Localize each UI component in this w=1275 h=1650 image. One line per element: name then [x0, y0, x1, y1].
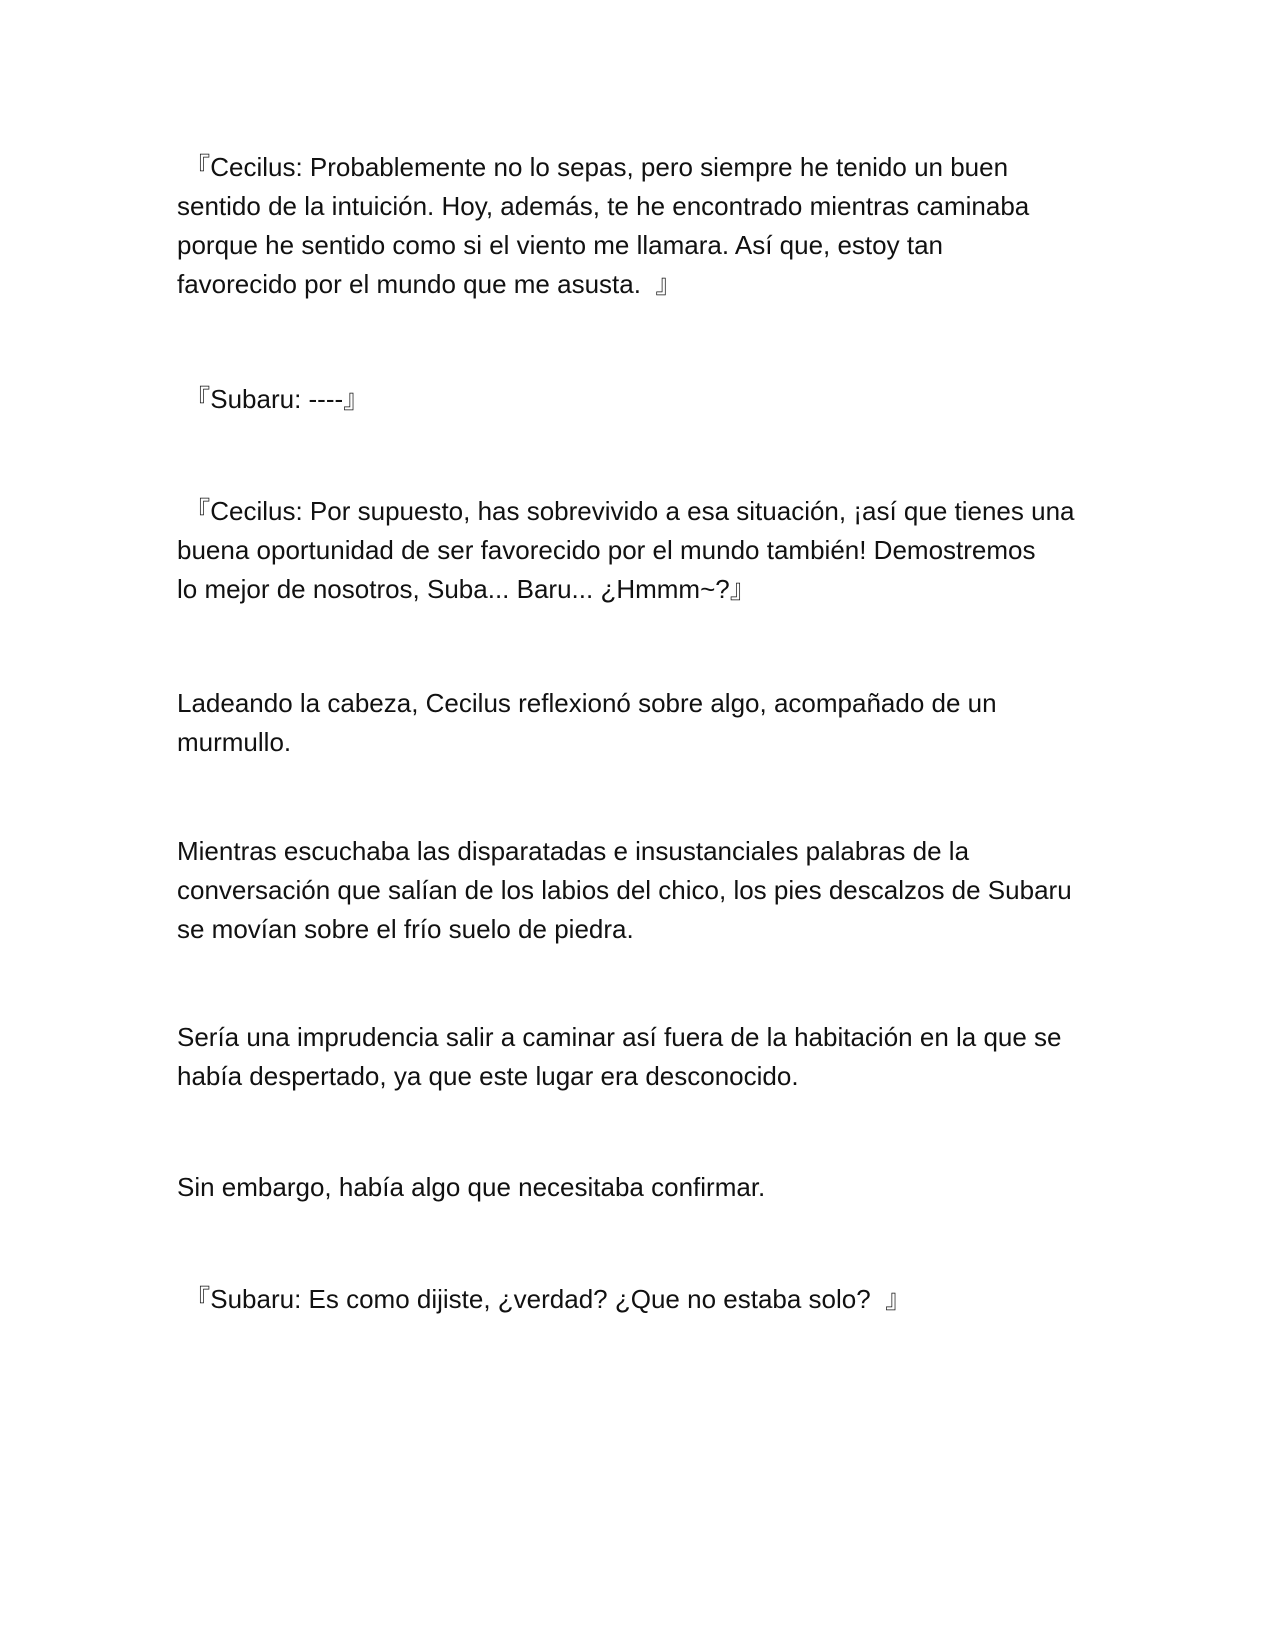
narration-paragraph-imprudence: Sería una imprudencia salir a caminar así fuera de la habitación en la que se había despertado, ya que este lugar era desconocido.: [177, 1022, 1062, 1091]
narration-paragraph-head-tilt: Ladeando la cabeza, Cecilus reflexionó sobre algo, acompañado de un murmullo.: [177, 688, 997, 757]
dialogue-paragraph-cecilus-favored: 『Cecilus: Por supuesto, has sobrevivido a esa situación, ¡así que tienes una buena oportunidad de ser favorecido por el mundo también! Demostremos lo mejor de nosotros, Suba... Baru... ¿Hmmm~?』: [177, 496, 1075, 604]
dialogue-paragraph-subaru-question: 『Subaru: Es como dijiste, ¿verdad? ¿Que no estaba solo? 』: [177, 1284, 912, 1314]
dialogue-paragraph-cecilus-intuition: 『Cecilus: Probablemente no lo sepas, pero siempre he tenido un buen sentido de la intuición. Hoy, además, te he encontrado mientras caminaba porque he sentido como si el viento me llamara. Así que, estoy tan favorecido por el mundo que me asusta. 』: [177, 152, 1030, 299]
narration-paragraph-confirm: Sin embargo, había algo que necesitaba confirmar.: [177, 1172, 766, 1202]
dialogue-paragraph-subaru-silence: 『Subaru: ----』: [177, 384, 370, 414]
narration-paragraph-stone-floor: Mientras escuchaba las disparatadas e insustanciales palabras de la conversación que salían de los labios del chico, los pies descalzos de Subaru se movían sobre el frío suelo de piedra.: [177, 836, 1072, 944]
